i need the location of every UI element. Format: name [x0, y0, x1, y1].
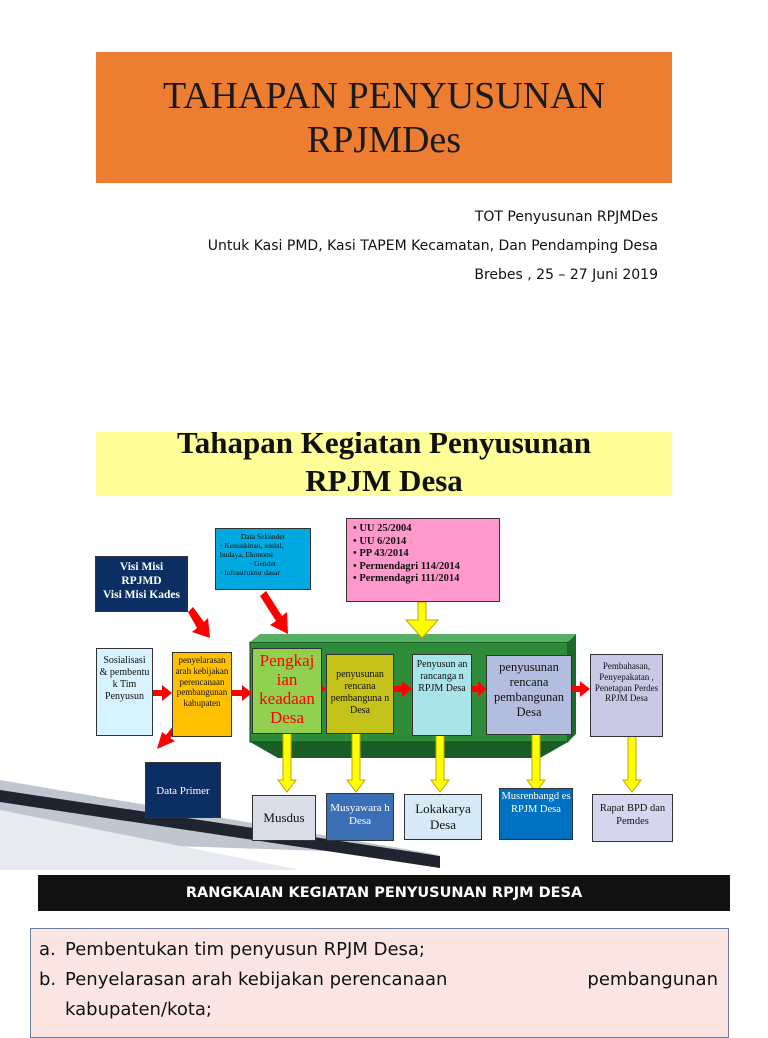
data-sekunder-item-2: · Gender	[249, 559, 277, 568]
sosialisasi-box: Sosialisasi & pembentu k Tim Penyusun	[96, 648, 153, 736]
list-item-continuation	[39, 995, 718, 1025]
regulasi-item-4: • Permendagri 114/2014	[353, 560, 460, 572]
list-key: a.	[39, 939, 56, 960]
list-text: Pembentukan tim penyusun RPJM Desa;	[65, 939, 425, 960]
subtitle-line-3: Brebes , 25 – 27 Juni 2019	[474, 267, 658, 283]
regulasi-box	[346, 518, 500, 602]
regulasi-item-1: • UU 25/2004	[353, 523, 412, 534]
list-text-part-1: Penyelarasan arah kebijakan perencanaan	[65, 969, 448, 990]
visi-misi-box	[95, 556, 188, 612]
visi-misi-line3: Visi Misi Kades	[103, 588, 180, 601]
musrenbang-box: Musrenbangd es RPJM Desa	[499, 788, 573, 840]
data-sekunder-title: Data Sekunder	[240, 532, 286, 541]
list-text: kabupaten/kota;	[65, 999, 212, 1020]
visi-misi-line2: RPJMD	[121, 574, 162, 587]
lokakarya-box: Lokakarya Desa	[404, 794, 482, 840]
section-header: RANGKAIAN KEGIATAN PENYUSUNAN RPJM DESA	[38, 875, 730, 911]
rencana-box: penyusunan rencana pembanguna n Desa	[326, 654, 394, 734]
regulasi-item-3: • PP 43/2014	[353, 548, 409, 560]
musdus-box: Musdus	[252, 795, 316, 841]
list-text	[65, 965, 718, 995]
slide2-title-line2: RPJM Desa	[305, 463, 463, 496]
list-key: b.	[39, 969, 57, 990]
subtitle-line-2: Untuk Kasi PMD, Kasi TAPEM Kecamatan, Dan Pendamping Desa	[207, 238, 658, 254]
list-item	[39, 965, 718, 995]
slide1-title-line2: RPJMDes	[306, 119, 462, 161]
pembahasan-box: Pembahasan, Penyepakatan , Penetapan Perdes RPJM Desa	[590, 654, 663, 737]
regulasi-item-5: • Permendagri 111/2014	[353, 573, 460, 585]
data-primer-box: Data Primer	[145, 762, 221, 818]
rapat-box: Rapat BPD dan Pemdes	[592, 794, 673, 842]
rancangan-box: Penyusun an rancanga n RPJM Desa	[412, 654, 472, 736]
subtitle-line-1: TOT Penyusunan RPJMDes	[474, 209, 658, 225]
list-item	[39, 935, 718, 965]
rencana-pembangunan-box: penyusunan rencana pembangunan Desa	[486, 655, 572, 735]
green-platform-bottom	[250, 742, 568, 758]
pengkajian-box: Pengkaj ian keadaan Desa	[252, 648, 322, 734]
musyawarah-box: Musyawara h Desa	[326, 793, 394, 841]
slide2-title	[96, 432, 672, 496]
penyelarasan-box: penyelarasan arah kebijakan perencanaan pembangunan kabupaten	[172, 652, 232, 737]
visi-misi-line1: Visi Misi	[119, 561, 164, 573]
regulasi-item-2: • UU 6/2014	[353, 535, 407, 547]
green-platform-top	[250, 634, 576, 642]
activity-list	[30, 928, 729, 1038]
slide1-title-line1: TAHAPAN PENYUSUNAN	[162, 75, 606, 117]
list-text-part-2: pembangunan	[587, 969, 718, 990]
slide1-title	[96, 52, 672, 183]
data-sekunder-item-3: · Infrastruktur dasar	[220, 568, 280, 577]
data-sekunder-box	[215, 528, 311, 590]
slide2-title-line1: Tahapan Kegiatan Penyusunan	[176, 432, 592, 460]
data-sekunder-item-1: · Kemiskinan, sosial, budaya, Ekonomi	[220, 541, 284, 559]
